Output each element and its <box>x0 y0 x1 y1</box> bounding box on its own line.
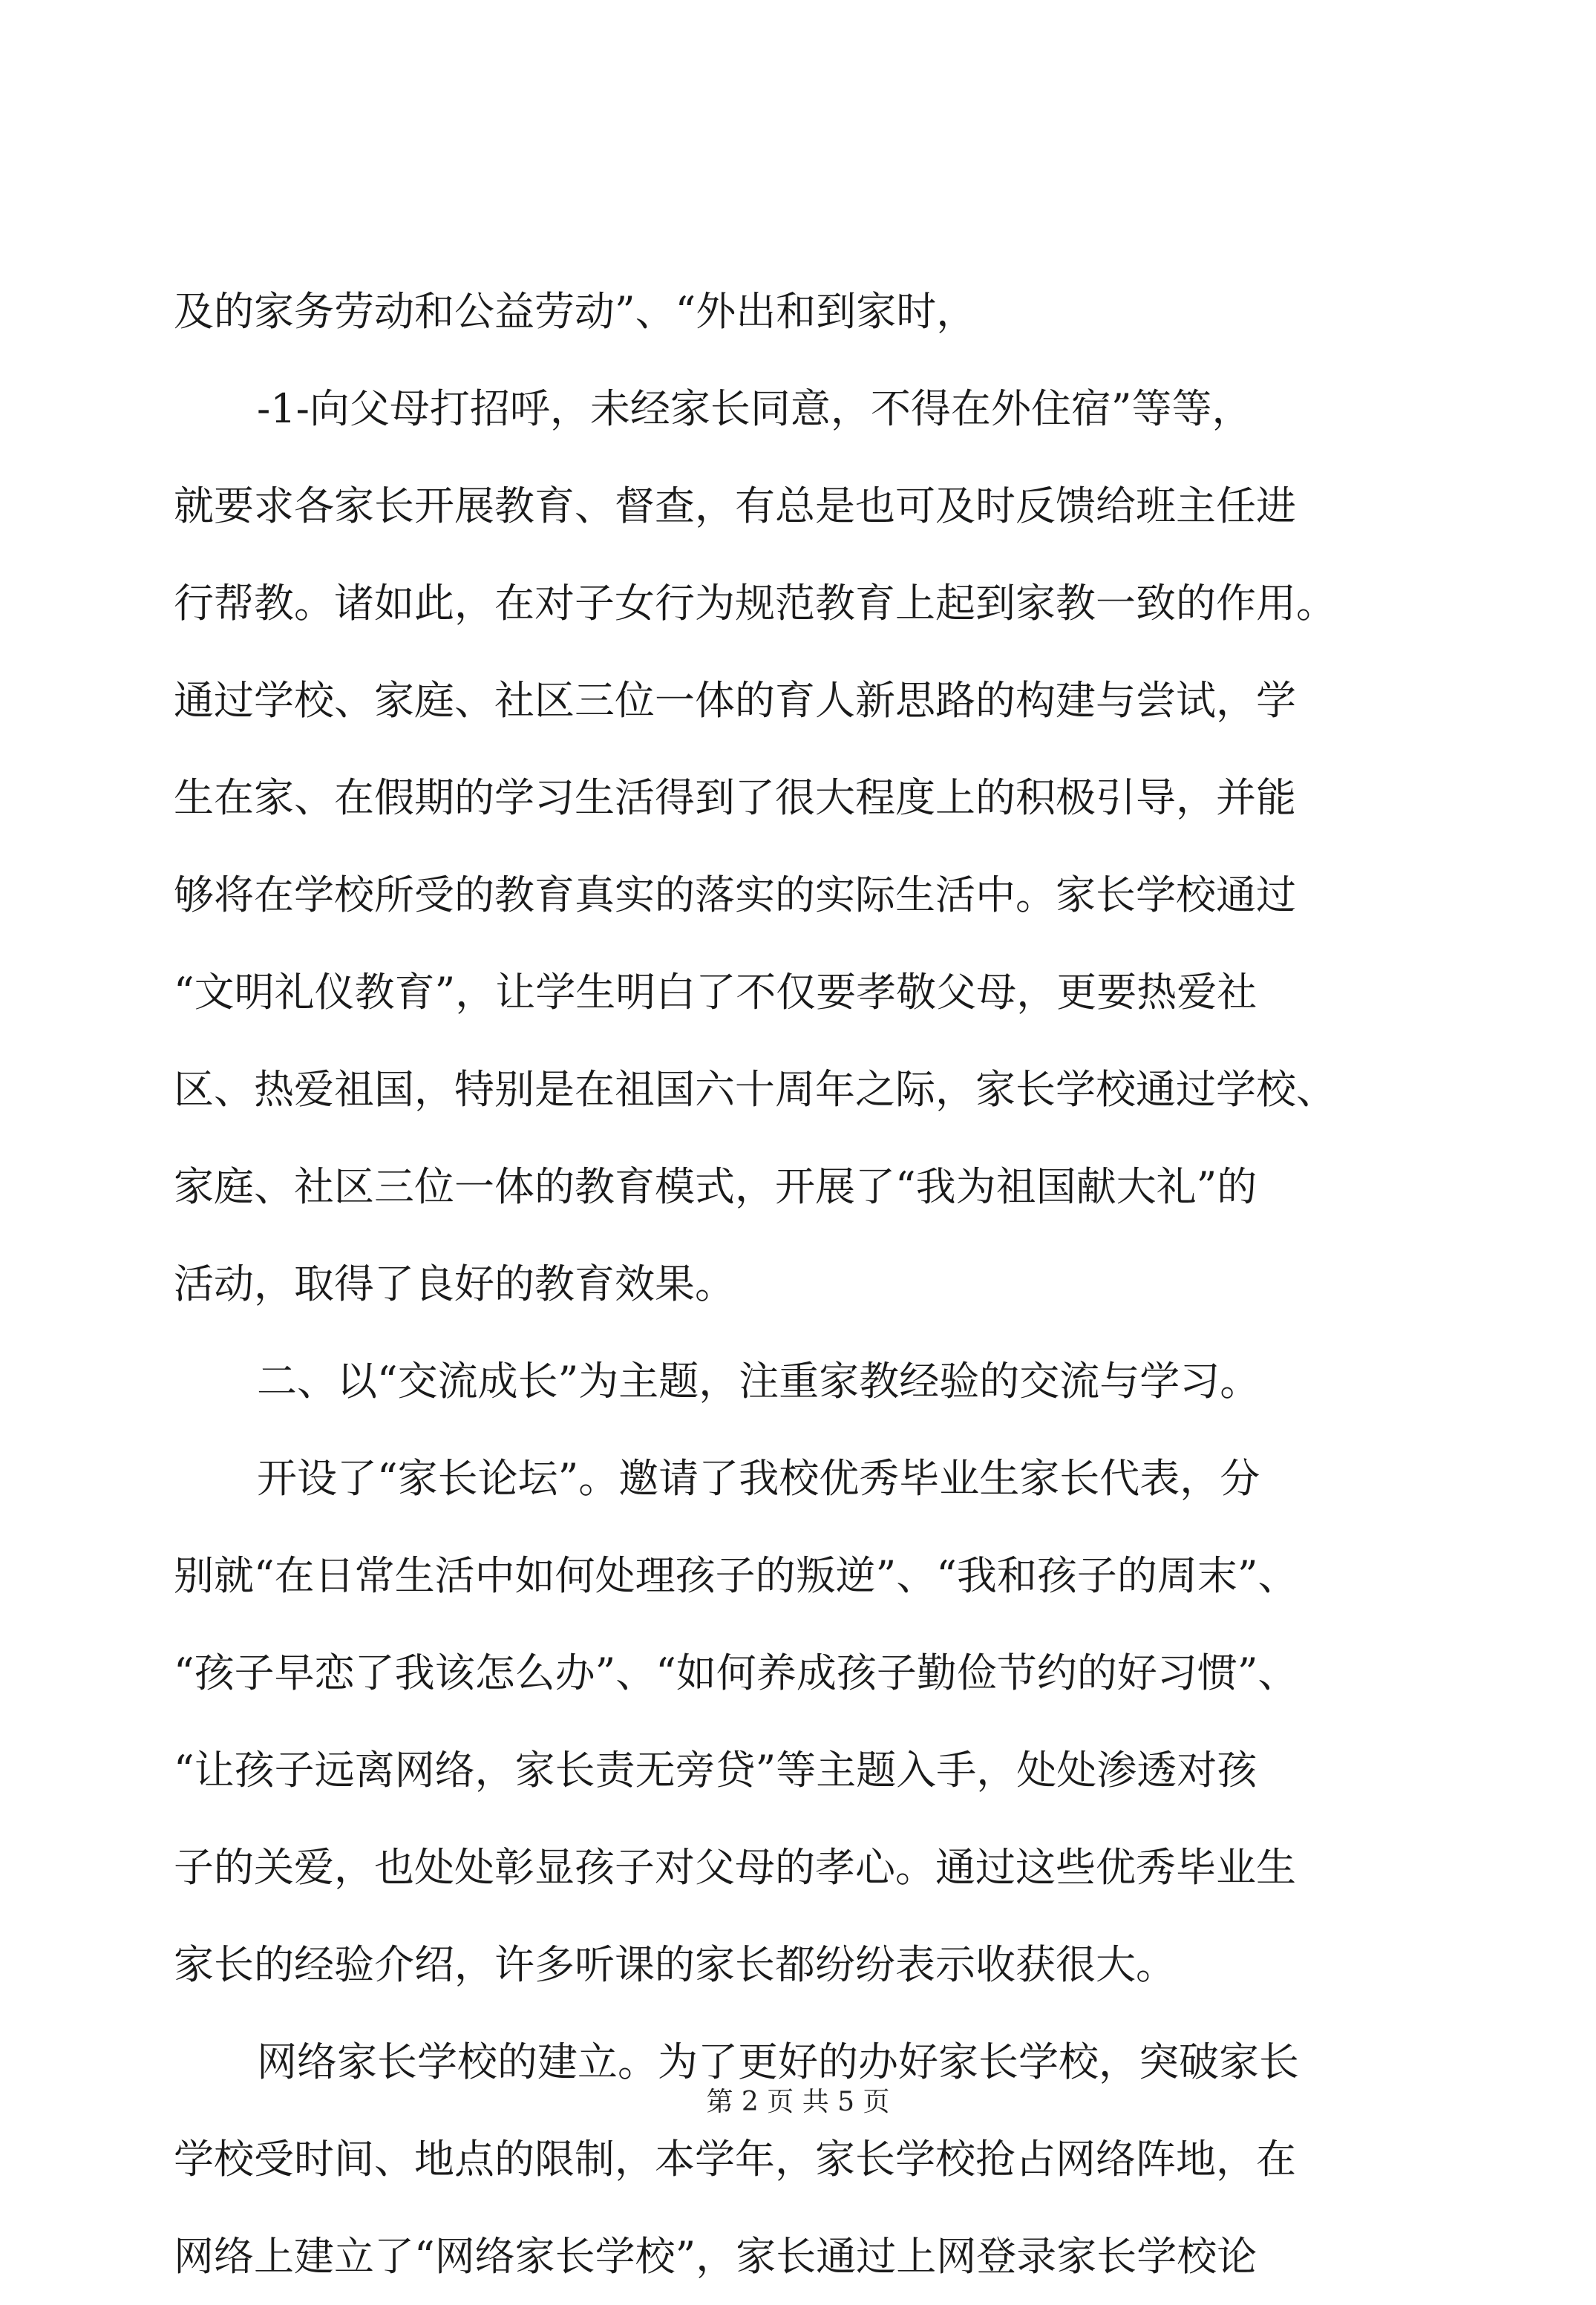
text-line: 活动，取得了良好的教育效果。 <box>174 1261 735 1307</box>
text-line: -1-向父母打招呼，未经家长同意，不得在外住宿”等等， <box>257 385 1252 432</box>
text-line: “文明礼仪教育”，让学生明白了不仅要孝敬父母，更要热爱社 <box>174 969 1257 1016</box>
text-line: 家长的经验介绍，许多听课的家长都纷纷表示收获很大。 <box>174 1941 1176 1988</box>
text-line: “孩子早恋了我该怎么办”、“如何养成孩子勤俭节约的好习惯”、 <box>174 1650 1298 1696</box>
text-line: 及的家务劳动和公益劳动”、“外出和到家时， <box>174 288 977 335</box>
text-line: 够将在学校所受的教育真实的落实的实际生活中。家长学校通过 <box>174 872 1296 918</box>
text-line: 网络上建立了“网络家长学校”，家长通过上网登录家长学校论 <box>174 2233 1257 2280</box>
text-line: “让孩子远离网络，家长责无旁贷”等主题入手，处处渗透对孩 <box>174 1747 1257 1794</box>
page-number-footer: 第 2 页 共 5 页 <box>706 2087 890 2117</box>
text-line: 家庭、社区三位一体的教育模式，开展了“我为祖国献大礼”的 <box>174 1163 1257 1210</box>
text-line: 就要求各家长开展教育、督查，有总是也可及时反馈给班主任进 <box>174 483 1296 529</box>
text-line: 别就“在日常生活中如何处理孩子的叛逆”、“我和孩子的周末”、 <box>174 1552 1298 1599</box>
text-line: 子的关爱，也处处彰显孩子对父母的孝心。通过这些优秀毕业生 <box>174 1844 1296 1891</box>
text-line: 学校受时间、地点的限制，本学年，家长学校抢占网络阵地，在 <box>174 2136 1296 2183</box>
section-heading: 二、以“交流成长”为主题，注重家教经验的交流与学习。 <box>257 1358 1260 1405</box>
document-body <box>174 263 1458 2305</box>
text-line: 网络家长学校的建立。为了更好的办好家长学校，突破家长 <box>257 2038 1299 2085</box>
text-line: 通过学校、家庭、社区三位一体的育人新思路的构建与尝试，学 <box>174 677 1296 724</box>
text-line: 行帮教。诸如此，在对子女行为规范教育上起到家教一致的作用。 <box>174 580 1336 627</box>
text-line: 开设了“家长论坛”。邀请了我校优秀毕业生家长代表，分 <box>257 1455 1260 1502</box>
text-line: 区、热爱祖国，特别是在祖国六十周年之际，家长学校通过学校、 <box>174 1066 1336 1113</box>
text-line: 生在家、在假期的学习生活得到了很大程度上的积极引导，并能 <box>174 774 1296 821</box>
